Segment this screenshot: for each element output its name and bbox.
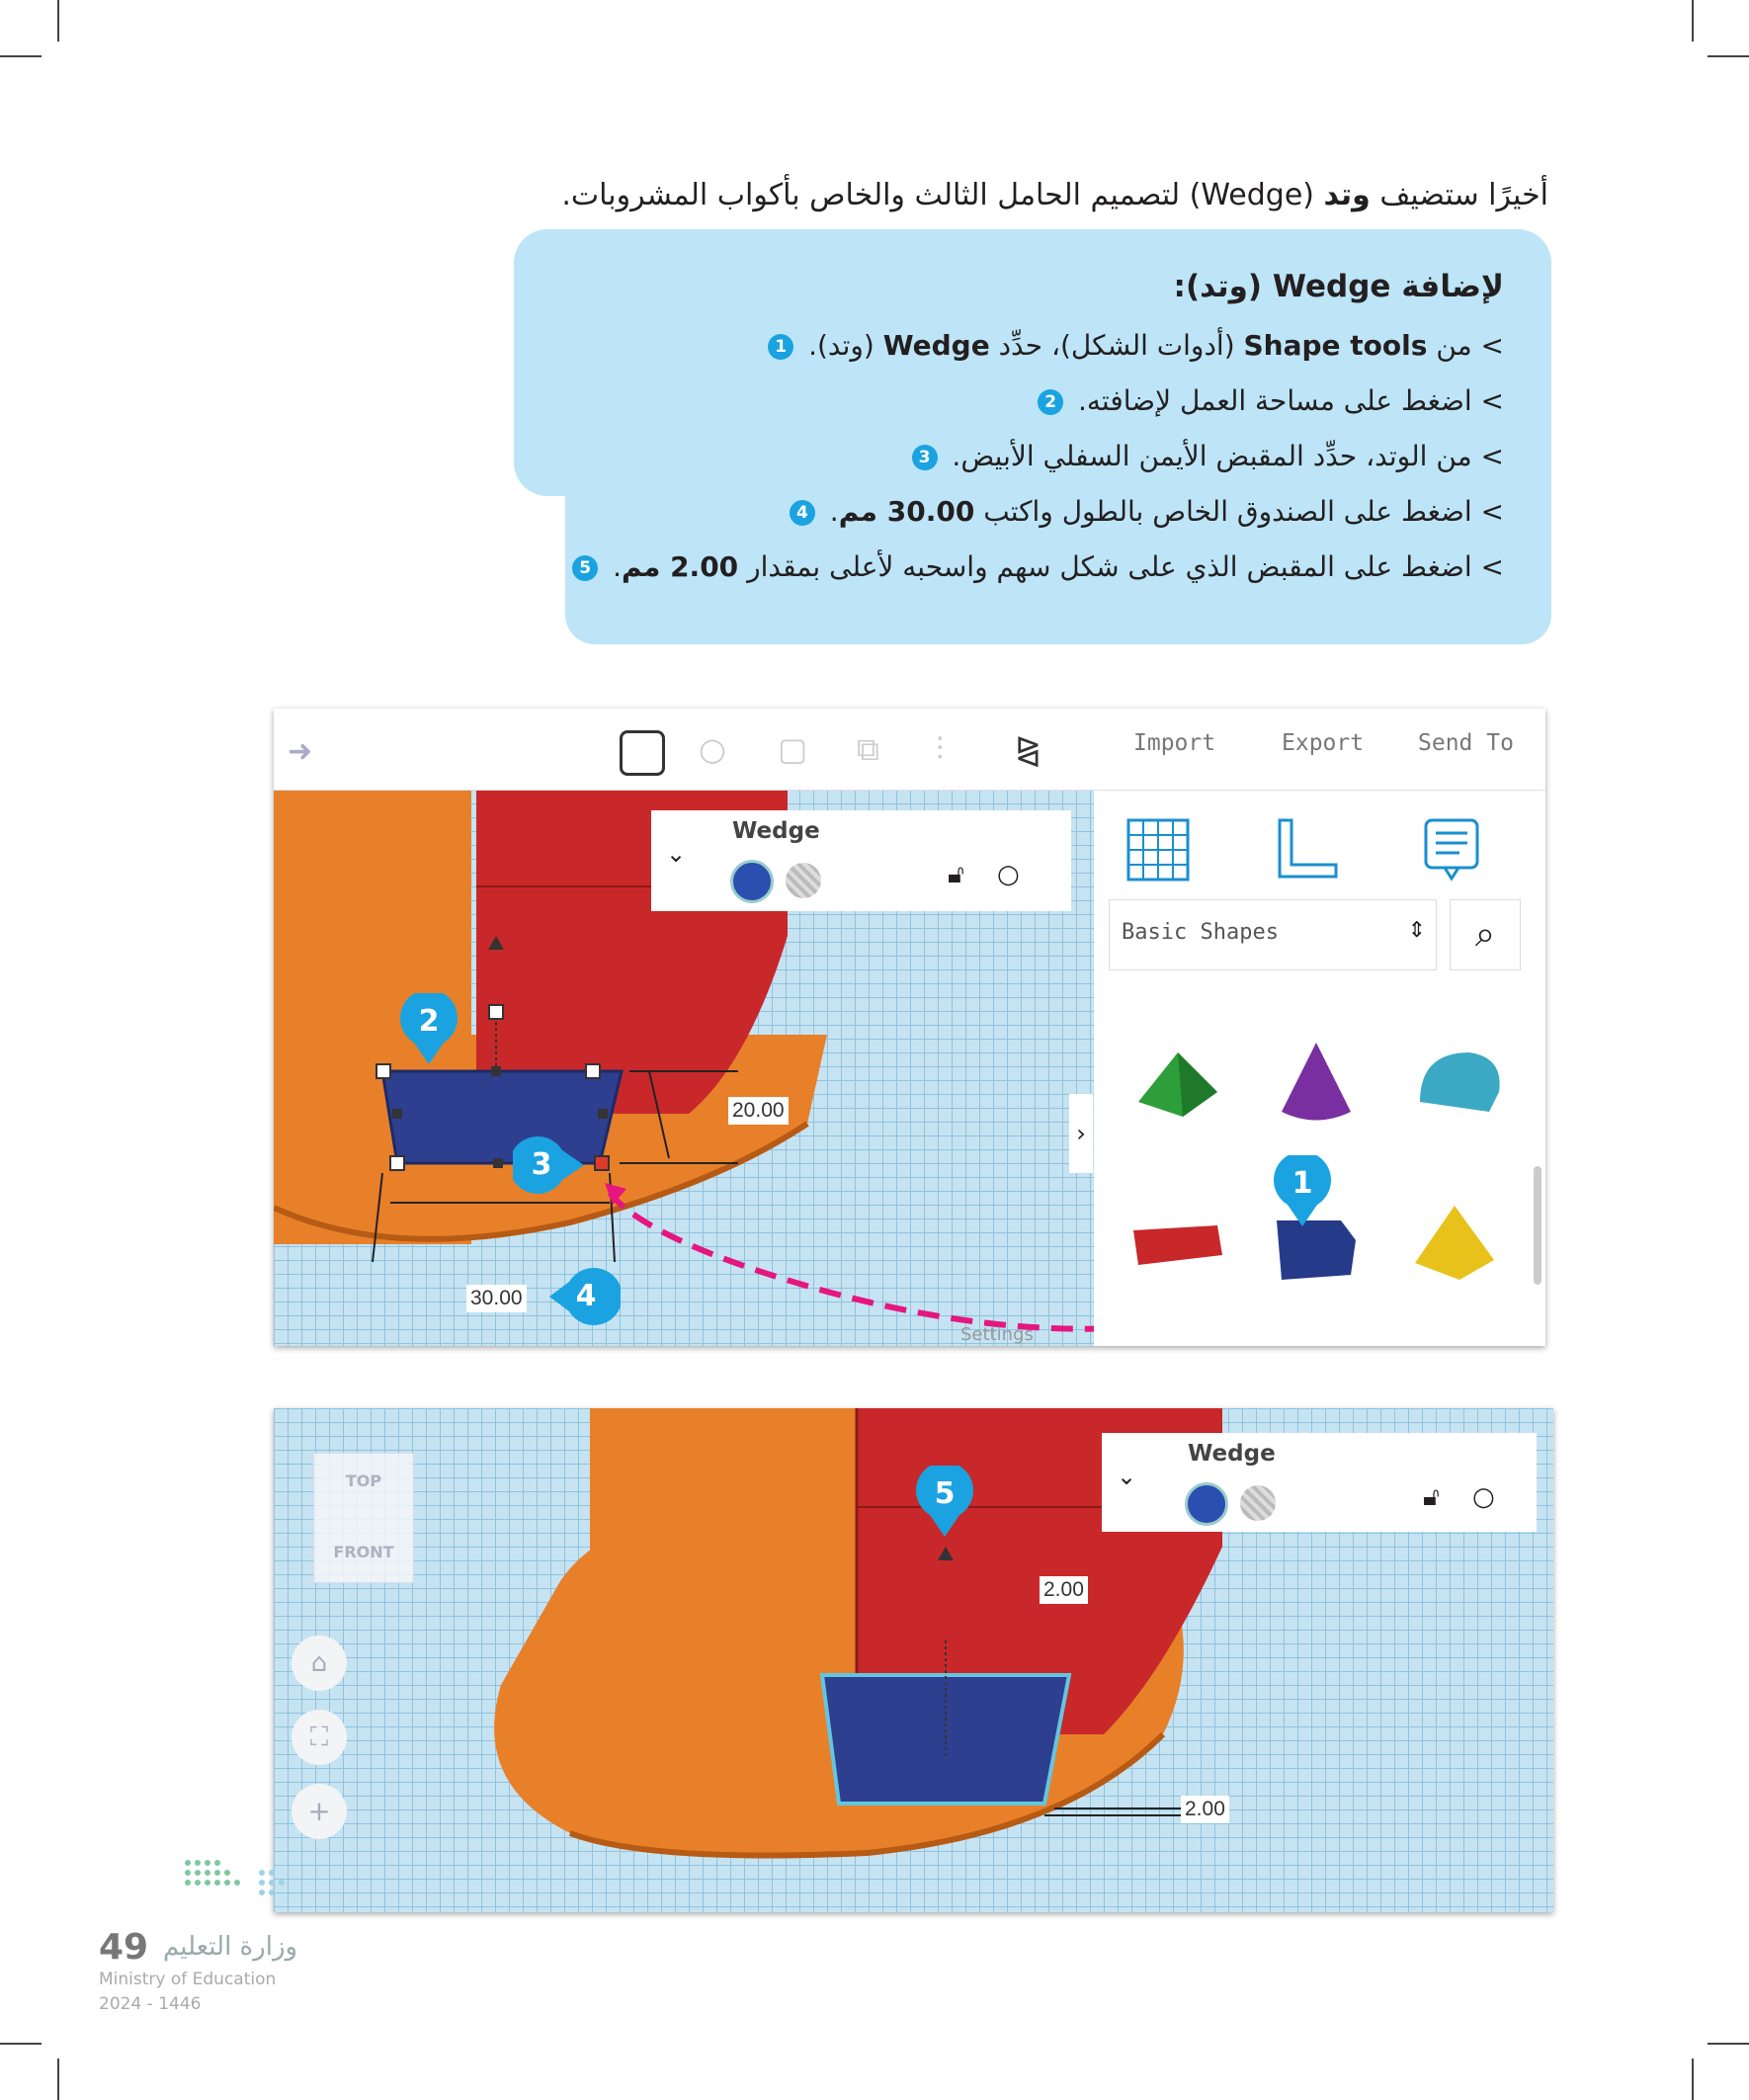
- toolbar: [274, 709, 1545, 791]
- visibility-bulb-icon[interactable]: ○: [997, 860, 1020, 889]
- hole-swatch[interactable]: [786, 863, 821, 898]
- align-icon[interactable]: ⫶: [936, 730, 945, 768]
- shape-tile-text[interactable]: [1119, 1176, 1237, 1295]
- panel-toggle-chevron-icon[interactable]: ›: [1069, 1094, 1093, 1173]
- shape-tile-roof[interactable]: [1119, 1018, 1237, 1136]
- step-2: > اضغط على مساحة العمل لإضافته. 2: [555, 374, 1504, 429]
- step-1: > من Shape tools (أدوات الشكل)، حدِّد Wedge (وتد). 1: [555, 318, 1504, 374]
- tinkercad-screenshot-2: [274, 1408, 1553, 1912]
- import-button[interactable]: Import: [1133, 730, 1216, 756]
- dimension-label-length[interactable]: 30.00: [466, 1285, 527, 1312]
- step-number-badge: 3: [912, 445, 938, 470]
- group-icon[interactable]: ▢: [778, 730, 808, 768]
- step-number-badge: 4: [790, 500, 815, 526]
- ministry-logo-icon: [99, 1858, 356, 1917]
- export-button[interactable]: Export: [1282, 730, 1365, 756]
- notes-icon[interactable]: [620, 730, 665, 776]
- workplane-icon[interactable]: [1124, 815, 1193, 884]
- solid-color-swatch[interactable]: [730, 860, 774, 903]
- page-number: 49: [99, 1927, 149, 1968]
- callout-marker-4: 4: [547, 1268, 605, 1325]
- callout-marker-2: 2: [400, 993, 458, 1050]
- ungroup-icon[interactable]: ⧉: [857, 730, 879, 768]
- academic-year: 2024 - 1446: [99, 1994, 202, 2014]
- callout-marker-5: 5: [916, 1466, 973, 1523]
- inspector-title: Wedge: [732, 818, 820, 844]
- step-number-badge: 2: [1038, 389, 1063, 415]
- crop-mark: [57, 0, 59, 42]
- shapes-category-select[interactable]: Basic Shapes ⇕: [1109, 899, 1437, 970]
- crop-mark: [0, 2043, 42, 2045]
- callout-marker-3: 3: [513, 1136, 570, 1194]
- tinkercad-screenshot-1: [274, 709, 1545, 1346]
- collapse-chevron-icon[interactable]: ⌄: [666, 840, 687, 868]
- crop-mark: [1692, 2058, 1694, 2100]
- instruction-title: لإضافة Wedge (وتد):: [1173, 269, 1504, 304]
- dimension-label-elevation[interactable]: 2.00: [1040, 1576, 1088, 1604]
- solid-color-swatch[interactable]: [1185, 1482, 1228, 1526]
- crop-mark: [1692, 0, 1694, 42]
- scrollbar-thumb[interactable]: [1534, 1166, 1541, 1285]
- dimension-label-offset[interactable]: 2.00: [1181, 1796, 1229, 1823]
- shape-inspector: [1102, 1433, 1537, 1532]
- lock-icon[interactable]: 🔓︎: [1423, 1482, 1440, 1512]
- step-number-badge: 1: [768, 334, 793, 360]
- intro-paragraph: أخيرًا ستضيف وتد (Wedge) لتصميم الحامل الثالث والخاص بأكواب المشروبات.: [561, 178, 1548, 212]
- lock-icon[interactable]: 🔓︎: [948, 860, 964, 889]
- settings-label: Settings: [960, 1324, 1034, 1345]
- crop-mark: [57, 2058, 59, 2100]
- view-cube[interactable]: TOP FRONT: [313, 1453, 414, 1583]
- visibility-bulb-icon[interactable]: ○: [1472, 1482, 1495, 1512]
- select-arrows-icon: ⇕: [1407, 918, 1426, 943]
- ruler-icon[interactable]: [1272, 815, 1341, 884]
- light-bulb-icon[interactable]: ○: [699, 730, 726, 768]
- zoom-in-button[interactable]: +: [292, 1784, 347, 1839]
- step-5: > اضغط على المقبض الذي على شكل سهم واسحبه لأعلى بمقدار 2.00 مم. 5: [555, 540, 1504, 595]
- shape-tile-pyramid[interactable]: [1395, 1176, 1514, 1295]
- inspector-title: Wedge: [1188, 1441, 1276, 1467]
- step-4: > اضغط على الصندوق الخاص بالطول واكتب 30.00 مم. 4: [555, 484, 1504, 540]
- notes-panel-icon[interactable]: [1420, 815, 1489, 884]
- crop-mark: [0, 55, 42, 57]
- step-3: > من الوتد، حدِّد المقبض الأيمن السفلي الأبيض. 3: [555, 429, 1504, 484]
- fit-view-button[interactable]: ⛶: [292, 1710, 347, 1765]
- step-number-badge: 5: [572, 555, 598, 581]
- crop-mark: [1707, 2043, 1749, 2045]
- ministry-name-english: Ministry of Education: [99, 1970, 277, 1989]
- ministry-name-arabic: وزارة التعليم: [163, 1932, 298, 1962]
- callout-marker-1: 1: [1274, 1155, 1331, 1213]
- mirror-icon[interactable]: ⧎: [1015, 730, 1041, 768]
- shape-tile-halfcylinder[interactable]: [1395, 1018, 1514, 1136]
- redo-arrow-icon[interactable]: ➜: [288, 734, 313, 769]
- hole-swatch[interactable]: [1240, 1485, 1276, 1521]
- instruction-box: [514, 229, 1551, 644]
- crop-mark: [1707, 55, 1749, 57]
- search-icon[interactable]: ⌕: [1450, 899, 1521, 970]
- send-to-button[interactable]: Send To: [1418, 730, 1514, 756]
- shapes-panel: [1094, 791, 1545, 1346]
- home-view-button[interactable]: ⌂: [292, 1636, 347, 1691]
- shape-inspector: [651, 810, 1071, 911]
- collapse-chevron-icon[interactable]: ⌄: [1117, 1463, 1137, 1490]
- shape-tile-cone[interactable]: [1257, 1018, 1375, 1136]
- dimension-label-height[interactable]: 20.00: [728, 1097, 789, 1125]
